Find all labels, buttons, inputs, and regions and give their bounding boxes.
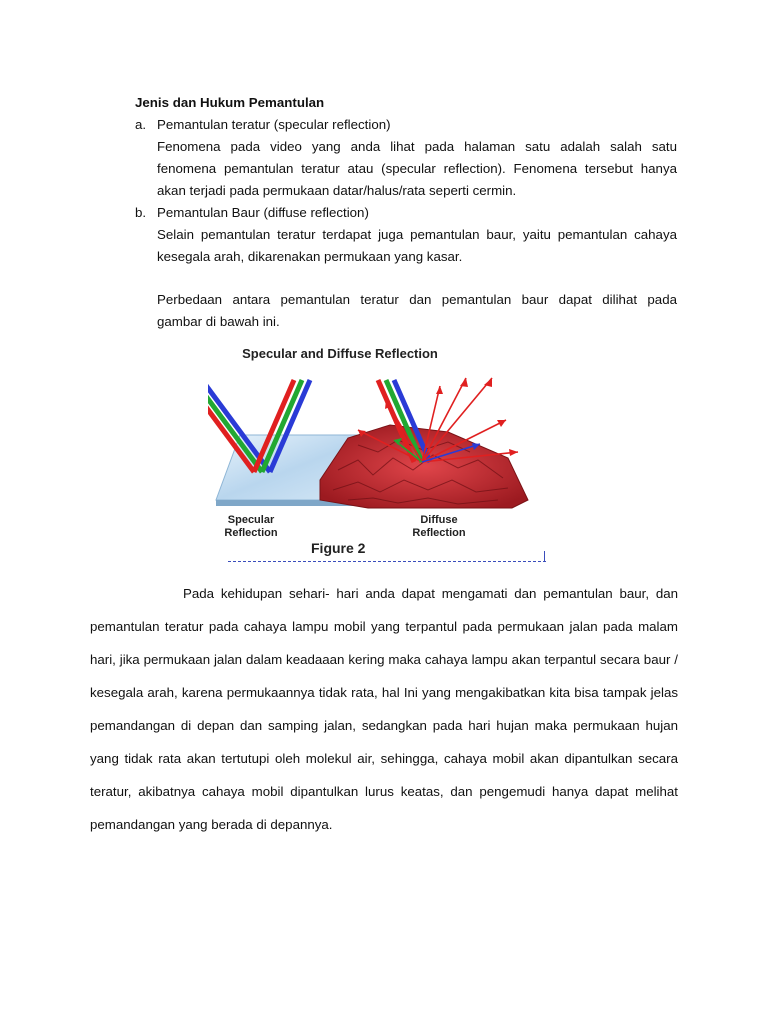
text-line: Perbedaan antara pemantulan teratur dan pemantulan baur dapat dilihat pada (157, 292, 677, 307)
specular-label-line-1: Specular (227, 514, 275, 526)
final-paragraph (90, 577, 678, 841)
reflection-illustration (208, 340, 548, 540)
final-paragraph-text: Pada kehidupan sehari- hari anda dapat mengamati dan pemantulan baur, dan pemantulan teratur pada cahaya lampu mobil yang terpantul pada permukaan jalan pada malam hari, jika permukaan jalan dalam keadaaan kering maka cahaya lampu akan terpantul secara baur / kesegala arah, karena permukaannya tidak rata, hal Ini yang mengakibatkan kita bisa tampak jelas pemandangan di depan dan samping jalan, sedangkan pada hari hujan maka permukaan hujan yang tidak rata akan tertutupi oleh molekul air, sehingga, cahaya mobil akan dipantulkan secara teratur, akibatnya cahaya mobil dipantulkan lurus keatas, dan pengemudi hanya dapat melihat pemandangan yang berada di depannya. (90, 586, 678, 832)
section-heading: Jenis dan Hukum Pemantulan (135, 95, 325, 110)
diffuse-label-line-1: Diffuse (420, 514, 458, 526)
diffuse-description (157, 224, 677, 268)
text-line: kesegala arah, dikarenakan permukaan yang kasar. (157, 249, 463, 264)
list-marker-b: b. (135, 205, 147, 220)
specular-label-line-2: Reflection (224, 527, 278, 539)
text-line: Fenomena pada video yang anda lihat pada halaman satu adalah salah satu (157, 139, 677, 154)
comparison-paragraph (157, 289, 677, 333)
text-line: gambar di bawah ini. (157, 314, 280, 329)
text-line: akan terjadi pada permukaan datar/halus/rata seperti cermin. (157, 183, 517, 198)
reflection-figure (208, 340, 548, 572)
figure-title: Specular and Diffuse Reflection (242, 346, 438, 361)
specular-label (206, 514, 296, 540)
list-item-title-diffuse: Pemantulan Baur (diffuse reflection) (157, 205, 369, 220)
figure-link-underline (228, 561, 546, 562)
specular-description (157, 136, 677, 202)
rough-surface (320, 425, 528, 508)
text-line: fenomena pemantulan teratur atau (specular reflection). Fenomena tersebut hanya (157, 161, 677, 176)
figure-caption: Figure 2 (311, 540, 366, 556)
list-marker-a: a. (135, 117, 147, 132)
text-line: Selain pemantulan teratur terdapat juga pemantulan baur, yaitu pemantulan cahaya (157, 227, 677, 242)
list-item-title-specular: Pemantulan teratur (specular reflection) (157, 117, 391, 132)
diffuse-label (394, 514, 484, 540)
diffuse-label-line-2: Reflection (412, 527, 466, 539)
figure-link-end (544, 551, 545, 561)
